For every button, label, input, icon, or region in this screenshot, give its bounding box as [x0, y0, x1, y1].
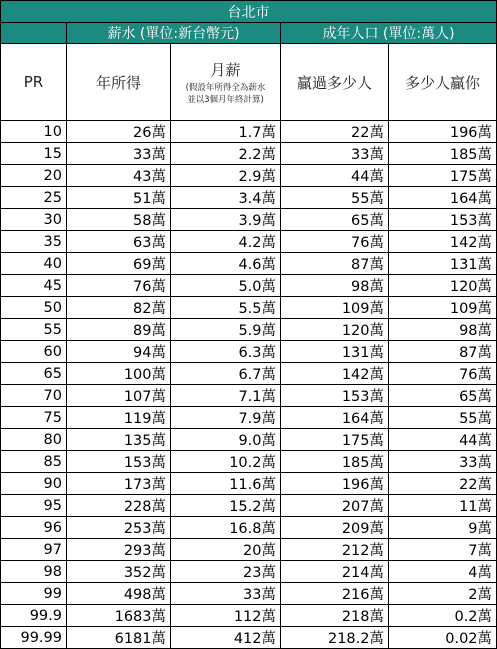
- beat-count-cell: 65萬: [281, 209, 389, 231]
- annual-income-cell: 153萬: [67, 451, 171, 473]
- annual-income-cell: 107萬: [67, 385, 171, 407]
- monthly-salary-cell: 16.8萬: [171, 517, 281, 539]
- table-row: [1, 165, 497, 187]
- beat-count-cell: 185萬: [281, 451, 389, 473]
- monthly-salary-cell: 2.2萬: [171, 143, 281, 165]
- monthly-salary-cell: 2.9萬: [171, 165, 281, 187]
- beat-count-cell: 131萬: [281, 341, 389, 363]
- pr-cell: 40: [1, 253, 67, 275]
- monthly-salary-cell: 3.4萬: [171, 187, 281, 209]
- table-row: [1, 121, 497, 143]
- column-header-pr: PR: [1, 44, 67, 121]
- beat-count-cell: 76萬: [281, 231, 389, 253]
- beat-count-cell: 196萬: [281, 473, 389, 495]
- pr-cell: 30: [1, 209, 67, 231]
- monthly-salary-cell: 1.7萬: [171, 121, 281, 143]
- beaten-by-cell: 4萬: [389, 561, 497, 583]
- monthly-salary-cell: 112萬: [171, 605, 281, 627]
- monthly-salary-cell: 5.9萬: [171, 319, 281, 341]
- pr-cell: 20: [1, 165, 67, 187]
- annual-income-cell: 1683萬: [67, 605, 171, 627]
- group-header-population: 成年人口 (單位:萬人): [281, 23, 497, 44]
- annual-income-cell: 26萬: [67, 121, 171, 143]
- annual-income-cell: 293萬: [67, 539, 171, 561]
- table-row: [1, 319, 497, 341]
- beaten-by-cell: 76萬: [389, 363, 497, 385]
- table-row: [1, 473, 497, 495]
- beaten-by-cell: 7萬: [389, 539, 497, 561]
- annual-income-cell: 33萬: [67, 143, 171, 165]
- annual-income-cell: 94萬: [67, 341, 171, 363]
- table-row: [1, 561, 497, 583]
- pr-cell: 55: [1, 319, 67, 341]
- pr-cell: 35: [1, 231, 67, 253]
- beaten-by-cell: 2萬: [389, 583, 497, 605]
- pr-cell: 25: [1, 187, 67, 209]
- pr-cell: 99.99: [1, 627, 67, 649]
- monthly-salary-cell: 4.2萬: [171, 231, 281, 253]
- annual-income-cell: 498萬: [67, 583, 171, 605]
- table-row: [1, 363, 497, 385]
- monthly-salary-cell: 20萬: [171, 539, 281, 561]
- monthly-salary-label: 月薪: [210, 60, 241, 79]
- table-row: [1, 539, 497, 561]
- beaten-by-cell: 120萬: [389, 275, 497, 297]
- monthly-salary-cell: 33萬: [171, 583, 281, 605]
- beat-count-cell: 216萬: [281, 583, 389, 605]
- monthly-salary-cell: 15.2萬: [171, 495, 281, 517]
- column-header-annual-income: 年所得: [67, 44, 171, 121]
- annual-income-cell: 173萬: [67, 473, 171, 495]
- table-row: [1, 297, 497, 319]
- beat-count-cell: 109萬: [281, 297, 389, 319]
- monthly-salary-cell: 412萬: [171, 627, 281, 649]
- beat-count-cell: 120萬: [281, 319, 389, 341]
- pr-cell: 75: [1, 407, 67, 429]
- beaten-by-cell: 185萬: [389, 143, 497, 165]
- beat-count-cell: 218.2萬: [281, 627, 389, 649]
- monthly-salary-note-line-1: (假設年所得全為薪水: [185, 82, 266, 93]
- table-row: [1, 407, 497, 429]
- beaten-by-cell: 44萬: [389, 429, 497, 451]
- annual-income-cell: 69萬: [67, 253, 171, 275]
- pr-cell: 45: [1, 275, 67, 297]
- table-row: [1, 429, 497, 451]
- beaten-by-cell: 98萬: [389, 319, 497, 341]
- annual-income-cell: 82萬: [67, 297, 171, 319]
- beaten-by-cell: 142萬: [389, 231, 497, 253]
- monthly-salary-cell: 6.3萬: [171, 341, 281, 363]
- pr-cell: 99: [1, 583, 67, 605]
- pr-cell: 50: [1, 297, 67, 319]
- beat-count-cell: 218萬: [281, 605, 389, 627]
- pr-cell: 70: [1, 385, 67, 407]
- beaten-by-cell: 175萬: [389, 165, 497, 187]
- annual-income-cell: 6181萬: [67, 627, 171, 649]
- table-row: [1, 143, 497, 165]
- column-header-monthly-salary: [171, 44, 281, 121]
- beaten-by-cell: 11萬: [389, 495, 497, 517]
- beat-count-cell: 22萬: [281, 121, 389, 143]
- beaten-by-cell: 9萬: [389, 517, 497, 539]
- monthly-salary-cell: 4.6萬: [171, 253, 281, 275]
- monthly-salary-cell: 9.0萬: [171, 429, 281, 451]
- pr-cell: 90: [1, 473, 67, 495]
- annual-income-cell: 135萬: [67, 429, 171, 451]
- beaten-by-cell: 196萬: [389, 121, 497, 143]
- pr-cell: 96: [1, 517, 67, 539]
- beat-count-cell: 98萬: [281, 275, 389, 297]
- annual-income-cell: 89萬: [67, 319, 171, 341]
- annual-income-cell: 352萬: [67, 561, 171, 583]
- annual-income-cell: 100萬: [67, 363, 171, 385]
- table-row: [1, 341, 497, 363]
- table-row: [1, 385, 497, 407]
- table-row: [1, 583, 497, 605]
- monthly-salary-cell: 10.2萬: [171, 451, 281, 473]
- annual-income-cell: 228萬: [67, 495, 171, 517]
- table-title: 台北市: [1, 1, 497, 23]
- beaten-by-cell: 164萬: [389, 187, 497, 209]
- pr-cell: 10: [1, 121, 67, 143]
- pr-cell: 65: [1, 363, 67, 385]
- annual-income-cell: 63萬: [67, 231, 171, 253]
- beat-count-cell: 175萬: [281, 429, 389, 451]
- table-row: [1, 253, 497, 275]
- pr-cell: 95: [1, 495, 67, 517]
- group-header-salary: 薪水 (單位:新台幣元): [67, 23, 281, 44]
- monthly-salary-cell: 5.5萬: [171, 297, 281, 319]
- annual-income-cell: 253萬: [67, 517, 171, 539]
- beaten-by-cell: 109萬: [389, 297, 497, 319]
- annual-income-cell: 58萬: [67, 209, 171, 231]
- beat-count-cell: 214萬: [281, 561, 389, 583]
- beat-count-cell: 87萬: [281, 253, 389, 275]
- beaten-by-cell: 87萬: [389, 341, 497, 363]
- beat-count-cell: 55萬: [281, 187, 389, 209]
- beat-count-cell: 164萬: [281, 407, 389, 429]
- beat-count-cell: 142萬: [281, 363, 389, 385]
- pr-cell: 15: [1, 143, 67, 165]
- beaten-by-cell: 65萬: [389, 385, 497, 407]
- beat-count-cell: 153萬: [281, 385, 389, 407]
- beaten-by-cell: 153萬: [389, 209, 497, 231]
- beaten-by-cell: 0.2萬: [389, 605, 497, 627]
- beat-count-cell: 212萬: [281, 539, 389, 561]
- table-row: [1, 187, 497, 209]
- table-row: [1, 275, 497, 297]
- table-row: [1, 517, 497, 539]
- group-header-empty: [1, 23, 67, 44]
- annual-income-cell: 119萬: [67, 407, 171, 429]
- beat-count-cell: 44萬: [281, 165, 389, 187]
- monthly-salary-note-line-2: 並以3個月年終計算): [187, 94, 264, 105]
- monthly-salary-cell: 5.0萬: [171, 275, 281, 297]
- table-row: [1, 209, 497, 231]
- annual-income-cell: 76萬: [67, 275, 171, 297]
- pr-cell: 98: [1, 561, 67, 583]
- pr-cell: 60: [1, 341, 67, 363]
- beaten-by-cell: 22萬: [389, 473, 497, 495]
- table-row: [1, 451, 497, 473]
- beaten-by-cell: 131萬: [389, 253, 497, 275]
- monthly-salary-cell: 3.9萬: [171, 209, 281, 231]
- beaten-by-cell: 33萬: [389, 451, 497, 473]
- table-row: [1, 231, 497, 253]
- beat-count-cell: 209萬: [281, 517, 389, 539]
- monthly-salary-cell: 11.6萬: [171, 473, 281, 495]
- table-row: [1, 495, 497, 517]
- beat-count-cell: 207萬: [281, 495, 389, 517]
- table-row: [1, 605, 497, 627]
- monthly-salary-cell: 23萬: [171, 561, 281, 583]
- pr-cell: 97: [1, 539, 67, 561]
- beat-count-cell: 33萬: [281, 143, 389, 165]
- annual-income-cell: 51萬: [67, 187, 171, 209]
- beaten-by-cell: 0.02萬: [389, 627, 497, 649]
- monthly-salary-cell: 7.1萬: [171, 385, 281, 407]
- table-row: [1, 627, 497, 649]
- beaten-by-cell: 55萬: [389, 407, 497, 429]
- annual-income-cell: 43萬: [67, 165, 171, 187]
- pr-cell: 99.9: [1, 605, 67, 627]
- pr-cell: 80: [1, 429, 67, 451]
- pr-cell: 85: [1, 451, 67, 473]
- monthly-salary-cell: 7.9萬: [171, 407, 281, 429]
- column-header-beaten-by-count: 多少人贏你: [389, 44, 497, 121]
- column-header-beat-count: 贏過多少人: [281, 44, 389, 121]
- monthly-salary-cell: 6.7萬: [171, 363, 281, 385]
